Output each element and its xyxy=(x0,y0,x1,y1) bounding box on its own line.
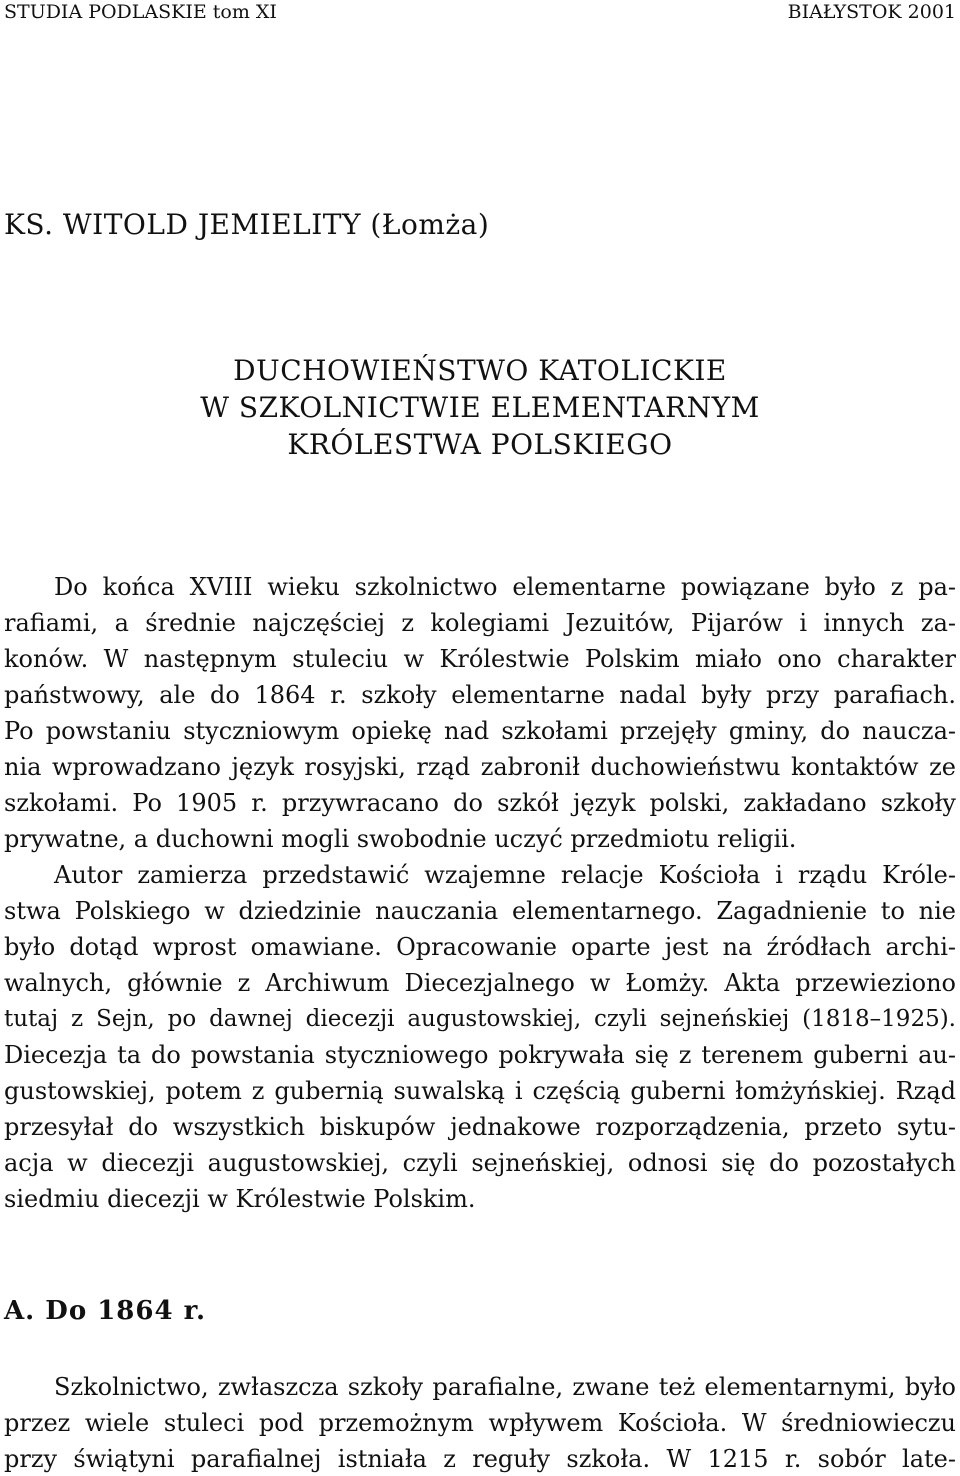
abstract-line: prywatne, a duchowni mogli swobodnie uczyć przedmiotu religii. xyxy=(4,825,797,853)
title-line: W SZKOLNICTWIE ELEMENTARNYM xyxy=(200,391,760,424)
abstract-line: Diecezja ta do powstania styczniowego pokrywała się z terenem guberni au- xyxy=(4,1041,956,1069)
abstract-line: państwowy, ale do 1864 r. szkoły elementarne nadal były przy parafiach. xyxy=(4,681,956,709)
section-heading: A. Do 1864 r. xyxy=(4,1296,206,1326)
author-name: KS. WITOLD JEMIELITY (Łomża) xyxy=(4,208,490,241)
title-line: KRÓLESTWA POLSKIEGO xyxy=(287,428,673,461)
abstract-line: Do końca XVIII wieku szkolnictwo elementarne powiązane było z pa- xyxy=(54,573,956,601)
body-line: przy świątyni parafialnej istniała z reguły szkoła. W 1215 r. sobór late- xyxy=(4,1445,956,1473)
body-line: Szkolnictwo, zwłaszcza szkoły parafialne, zwane też elementarnymi, było xyxy=(54,1373,956,1401)
abstract-line: acja w diecezji augustowskiej, czyli sejneńskiej, odnosi się do pozostałych xyxy=(4,1149,956,1177)
abstract-line: stwa Polskiego w dziedzinie nauczania elementarnego. Zagadnienie to nie xyxy=(4,897,956,925)
abstract-line: siedmiu diecezji w Królestwie Polskim. xyxy=(4,1185,476,1213)
abstract-line: przesyłał do wszystkich biskupów jednakowe rozporządzenia, przeto sytu- xyxy=(4,1113,956,1141)
abstract-line: konów. W następnym stuleciu w Królestwie Polskim miało ono charakter xyxy=(4,645,956,673)
abstract-line: rafiami, a średnie najczęściej z kolegiami Jezuitów, Pijarów i innych za- xyxy=(4,609,956,637)
journal-name: STUDIA PODLASKIE tom XI xyxy=(4,1,277,23)
abstract-line: szkołami. Po 1905 r. przywracano do szkół język polski, zakładano szkoły xyxy=(4,789,956,817)
running-header xyxy=(0,0,960,28)
abstract-line: nia wprowadzano język rosyjski, rząd zabronił duchowieństwu kontaktów ze xyxy=(4,753,956,781)
abstract-line: tutaj z Sejn, po dawnej diecezji augustowskiej, czyli sejneńskiej (1818–1925). xyxy=(4,1006,956,1032)
publication-place-year: BIAŁYSTOK 2001 xyxy=(787,1,956,23)
body-line: przez wiele stuleci pod przemożnym wpływem Kościoła. W średniowieczu xyxy=(4,1409,956,1437)
abstract-line: było dotąd wprost omawiane. Opracowanie oparte jest na źródłach archi- xyxy=(4,933,956,961)
abstract-line: gustowskiej, potem z gubernią suwalską i częścią guberni łomżyńskiej. Rząd xyxy=(4,1077,956,1105)
abstract-line: Autor zamierza przedstawić wzajemne relacje Kościoła i rządu Króle- xyxy=(54,861,956,889)
abstract-line: walnych, głównie z Archiwum Diecezjalnego w Łomży. Akta przewieziono xyxy=(4,969,956,997)
article-title xyxy=(0,352,960,463)
title-line: DUCHOWIEŃSTWO KATOLICKIE xyxy=(233,354,727,387)
abstract-line: Po powstaniu styczniowym opiekę nad szkołami przejęły gminy, do naucza- xyxy=(4,717,956,745)
